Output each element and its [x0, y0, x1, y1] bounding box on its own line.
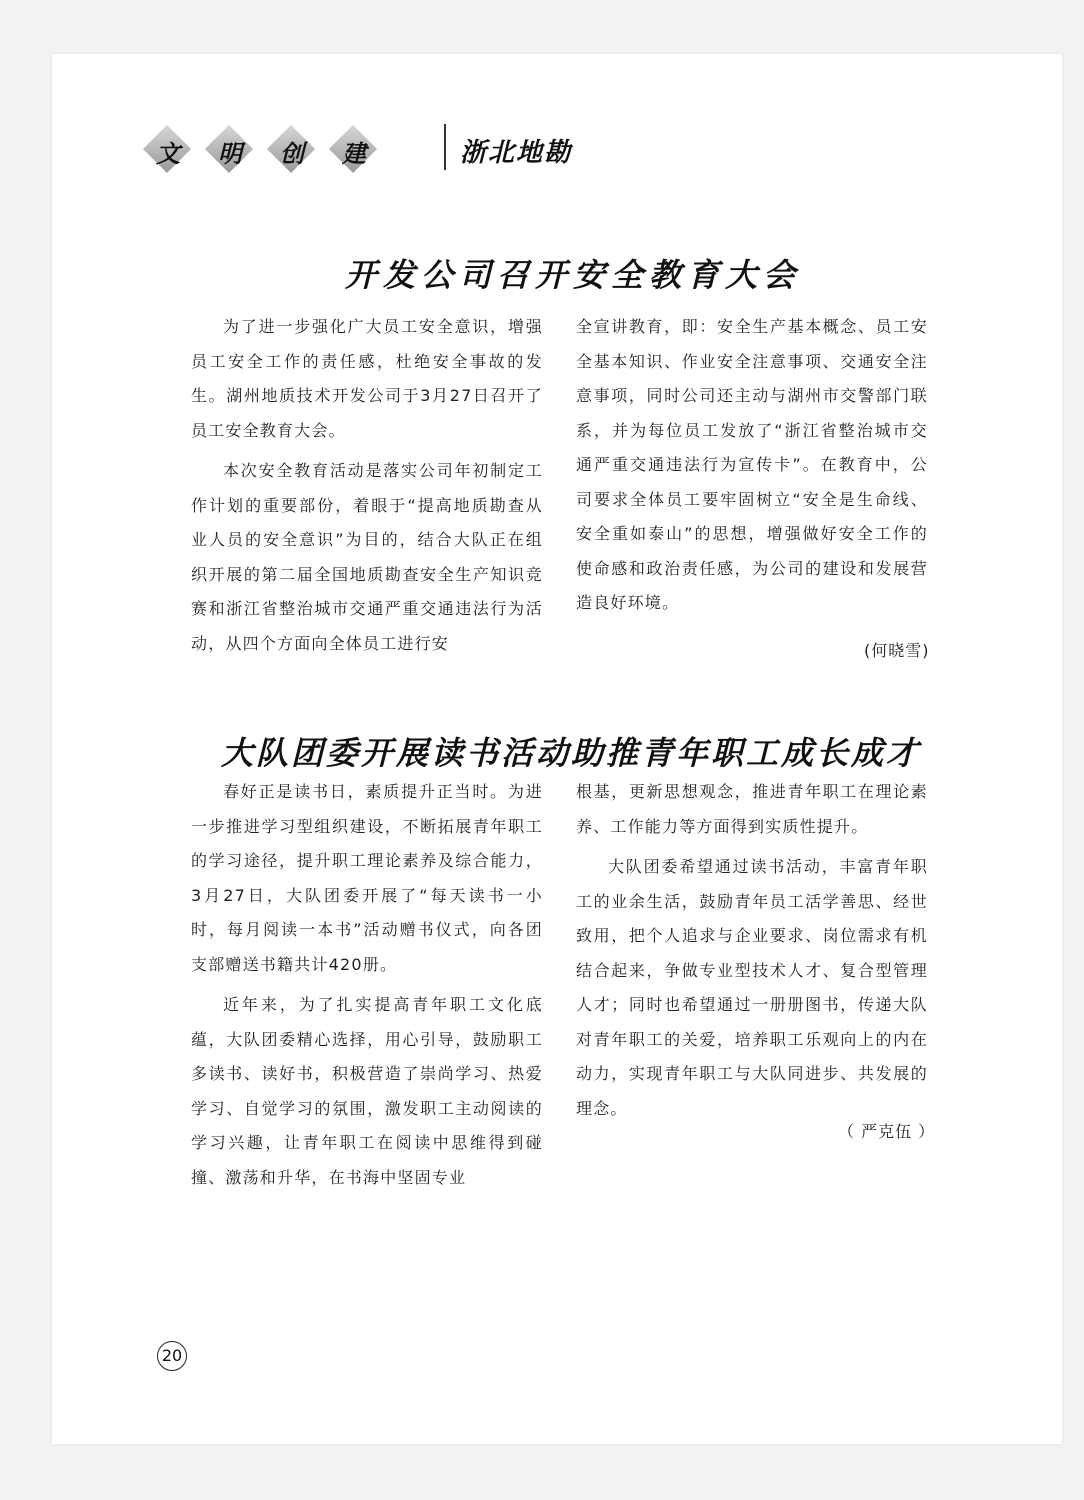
- article-paragraph: 春好正是读书日，素质提升正当时。为进一步推进学习型组织建设，不断拓展青年职工的学习途径，提升职工理论素养及综合能力，3月27日，大队团委开展了“每天读书一小时，每月阅读一本书”活动赠书仪式，向各团支部赠送书籍共计420册。: [191, 782, 543, 974]
- banner-diamond: [330, 126, 378, 174]
- publication-name: 浙北地勘: [460, 138, 573, 168]
- article-column: [191, 775, 543, 1201]
- banner-diamond: [268, 126, 316, 174]
- banner-char: 明: [218, 139, 242, 168]
- article-paragraph: 本次安全教育活动是落实公司年初制定工作计划的重要部份，着眼于“提高地质勘查从业人员的安全意识”为目的，结合大队正在组织开展的第二届全国地质勘查安全生产知识竞赛和浙江省整治城市交通严重交通违法行为活动，从四个方面向全体员工进行安: [191, 461, 543, 653]
- page-sheet: [52, 54, 1062, 1444]
- article-column: [576, 310, 928, 627]
- banner-char: 创: [280, 139, 304, 168]
- article-title: 开发公司召开安全教育大会: [344, 256, 801, 294]
- banner-diamond: [206, 126, 254, 174]
- article-title: 大队团委开展读书活动助推青年职工成长成才: [220, 734, 921, 772]
- page-number: 20: [157, 1341, 187, 1371]
- section-banner: [144, 124, 594, 174]
- article-paragraph: 近年来，为了扎实提高青年职工文化底蕴，大队团委精心选择，用心引导，鼓励职工多读书、读好书，积极营造了崇尚学习、热爱学习、自觉学习的氛围，激发职工主动阅读的学习兴趣，让青年职工在阅读中思维得到碰撞、激荡和升华，在书海中坚固专业: [191, 995, 543, 1187]
- banner-diamond: [144, 126, 192, 174]
- article-paragraph: 根基，更新思想观念，推进青年职工在理论素养、工作能力等方面得到实质性提升。: [576, 782, 928, 836]
- article-paragraph: 为了进一步强化广大员工安全意识，增强员工安全工作的责任感，杜绝安全事故的发生。湖州地质技术开发公司于3月27日召开了员工安全教育大会。: [191, 317, 543, 440]
- banner-divider: [444, 124, 446, 170]
- banner-char: 建: [342, 139, 366, 168]
- banner-char: 文: [156, 139, 180, 168]
- article-author: (何晓雪): [864, 641, 930, 660]
- article-column: [576, 775, 928, 1132]
- article-column: [191, 310, 543, 667]
- article-paragraph: 全宣讲教育，即：安全生产基本概念、员工安全基本知识、作业安全注意事项、交通安全注意事项，同时公司还主动与湖州市交警部门联系，并为每位员工发放了“浙江省整治城市交通严重交通违法行为宣传卡”。在教育中，公司要求全体员工要牢固树立“安全是生命线、安全重如泰山”的思想，增强做好安全工作的使命感和政治责任感，为公司的建设和发展营造良好环境。: [576, 317, 928, 612]
- article-author: （ 严克伍 ）: [838, 1122, 936, 1141]
- article-paragraph: 大队团委希望通过读书活动，丰富青年职工的业余生活，鼓励青年员工活学善思、经世致用，把个人追求与企业要求、岗位需求有机结合起来，争做专业型技术人才、复合型管理人才；同时也希望通过一册册图书，传递大队对青年职工的关爱，培养职工乐观向上的内在动力，实现青年职工与大队同进步、共发展的理念。: [576, 857, 928, 1118]
